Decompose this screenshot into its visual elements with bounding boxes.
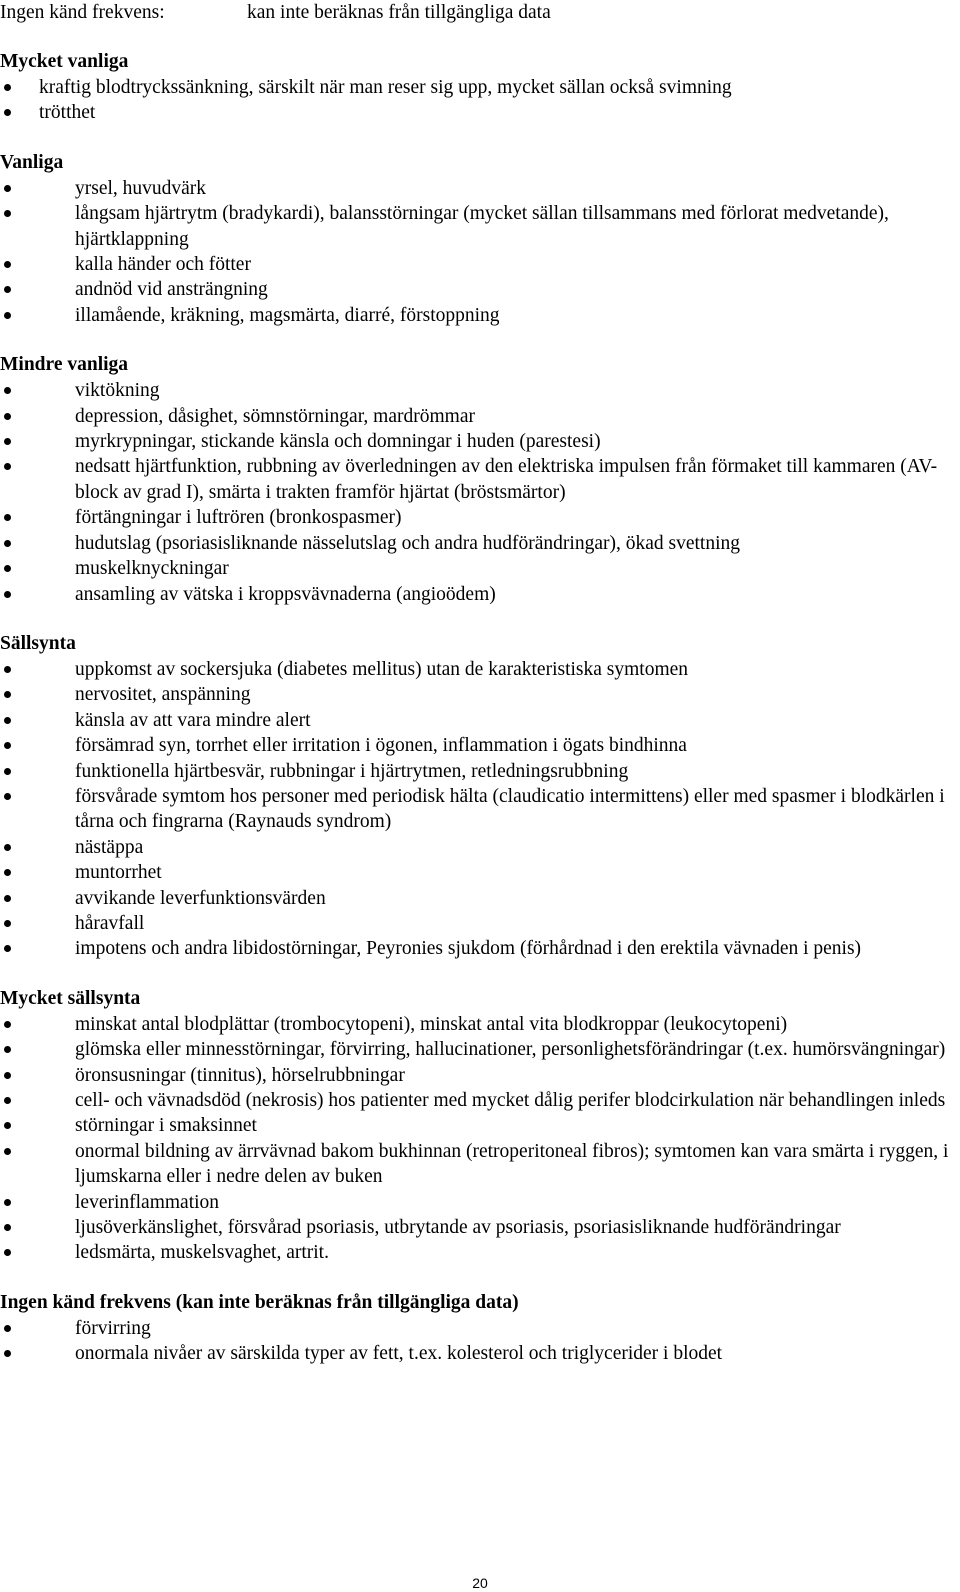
list-item-text: uppkomst av sockersjuka (diabetes mellitus) utan de karakteristiska symtomen — [75, 658, 689, 680]
list-item — [0, 657, 960, 682]
bullet-icon — [4, 1350, 11, 1357]
list-item — [0, 378, 960, 403]
bullet-icon — [4, 1021, 11, 1028]
list-item — [0, 708, 960, 733]
bullet-icon — [4, 1097, 11, 1104]
list-item — [0, 1215, 960, 1240]
list-item-text: viktökning — [75, 380, 160, 402]
frequency-value: kan inte beräknas från tillgängliga data — [247, 2, 551, 23]
list-item-text: muntorrhet — [75, 862, 162, 884]
list-item — [0, 556, 960, 581]
list-item-text: cell- och vävnadsdöd (nekrosis) hos patienter med mycket dålig perifer blodcirkulation när behandlingen inleds — [75, 1090, 946, 1111]
side-effect-list — [0, 176, 960, 328]
list-item — [0, 1037, 960, 1062]
list-item-text: trötthet — [39, 102, 96, 124]
bullet-icon — [4, 312, 11, 319]
list-item-text: försämrad syn, torrhet eller irritation i ögonen, inflammation i ögats bindhinna — [75, 735, 687, 757]
side-effect-list — [0, 378, 960, 607]
list-item — [0, 1139, 960, 1190]
list-item — [0, 682, 960, 707]
list-item-text: yrsel, huvudvärk — [75, 177, 207, 199]
list-item — [0, 100, 960, 125]
bullet-icon — [4, 1072, 11, 1079]
bullet-icon — [4, 895, 11, 902]
list-item-text: andnöd vid ansträngning — [75, 279, 268, 301]
list-item — [0, 759, 960, 784]
frequency-section — [0, 352, 960, 607]
bullet-icon — [4, 945, 11, 952]
bullet-icon — [4, 413, 11, 420]
list-item-text: håravfall — [75, 912, 145, 934]
section-heading: Vanliga — [0, 151, 64, 173]
bullet-icon — [4, 286, 11, 293]
list-item — [0, 860, 960, 885]
bullet-icon — [4, 438, 11, 445]
list-item — [0, 201, 960, 252]
list-item-text: depression, dåsighet, sömnstörningar, mardrömmar — [75, 405, 475, 427]
list-item — [0, 429, 960, 454]
list-item — [0, 886, 960, 911]
frequency-section — [0, 150, 960, 328]
list-item — [0, 1063, 960, 1088]
bullet-icon — [4, 691, 11, 698]
bullet-icon — [4, 387, 11, 394]
bullet-icon — [4, 1325, 11, 1332]
bullet-icon — [4, 565, 11, 572]
section-heading: Ingen känd frekvens (kan inte beräknas från tillgängliga data) — [0, 1291, 519, 1313]
bullet-icon — [4, 1046, 11, 1053]
list-item-text: nedsatt hjärtfunktion, rubbning av överledningen av den elektriska impulsen från förmaket till kammaren (AV-block av grad I), smärta i trakten framför hjärtat (bröstsmärtor) — [75, 456, 938, 503]
bullet-icon — [4, 666, 11, 673]
bullet-icon — [4, 210, 11, 217]
section-heading: Sällsynta — [0, 632, 76, 654]
list-item-text: minskat antal blodplättar (trombocytopeni), minskat antal vita blodkroppar (leukocytopeni) — [75, 1013, 788, 1035]
list-item-text: störningar i smaksinnet — [75, 1115, 257, 1137]
list-item — [0, 582, 960, 607]
list-item — [0, 277, 960, 302]
list-item — [0, 75, 960, 100]
list-item — [0, 404, 960, 429]
frequency-section — [0, 986, 960, 1266]
page-number: 20 — [472, 1575, 488, 1591]
list-item-text: muskelknyckningar — [75, 558, 229, 580]
list-item-text: onormala nivåer av särskilda typer av fett, t.ex. kolesterol och triglycerider i blodet — [75, 1343, 723, 1365]
list-item-text: myrkrypningar, stickande känsla och domningar i huden (parestesi) — [75, 431, 601, 453]
list-item-text: illamående, kräkning, magsmärta, diarré, förstoppning — [75, 304, 500, 326]
list-item — [0, 733, 960, 758]
list-item — [0, 936, 960, 961]
list-item — [0, 1113, 960, 1138]
bullet-icon — [4, 1224, 11, 1231]
list-item-text: långsam hjärtrytm (bradykardi), balansstörningar (mycket sällan tillsammans med förlorat medvetande), hjärtklappning — [75, 203, 889, 250]
list-item-text: känsla av att vara mindre alert — [75, 709, 311, 731]
list-item-text: öronsusningar (tinnitus), hörselrubbningar — [75, 1064, 405, 1086]
list-item — [0, 1012, 960, 1037]
section-heading: Mindre vanliga — [0, 354, 129, 376]
section-heading: Mycket vanliga — [0, 51, 129, 72]
list-item-text: ljusöverkänslighet, försvårad psoriasis, utbrytande av psoriasis, psoriasisliknande hudförändringar — [75, 1217, 841, 1239]
list-item — [0, 176, 960, 201]
list-item-text: funktionella hjärtbesvär, rubbningar i hjärtrytmen, retledningsrubbning — [75, 760, 629, 782]
list-item-text: ledsmärta, muskelsvaghet, artrit. — [75, 1242, 329, 1264]
bullet-icon — [4, 591, 11, 598]
bullet-icon — [4, 920, 11, 927]
list-item — [0, 505, 960, 530]
list-item-text: hudutslag (psoriasisliknande nässelutslag och andra hudförändringar), ökad svettning — [75, 532, 741, 554]
list-item — [0, 303, 960, 328]
list-item — [0, 835, 960, 860]
frequency-section — [0, 1290, 960, 1367]
bullet-icon — [4, 768, 11, 775]
side-effect-list — [0, 75, 960, 126]
list-item — [0, 911, 960, 936]
list-item-text: förvirring — [75, 1317, 151, 1339]
side-effects-list — [0, 49, 960, 1391]
bullet-icon — [4, 742, 11, 749]
list-item-text: nästäppa — [75, 836, 144, 858]
bullet-icon — [4, 1249, 11, 1256]
list-item-text: förtängningar i luftrören (bronkospasmer) — [75, 507, 402, 529]
bullet-icon — [4, 1148, 11, 1155]
list-item-text: impotens och andra libidostörningar, Peyronies sjukdom (förhårdnad i den erektila vävnaden i penis) — [75, 938, 862, 960]
bullet-icon — [4, 869, 11, 876]
list-item-text: kalla händer och fötter — [75, 254, 251, 276]
bullet-icon — [4, 1199, 11, 1206]
frequency-section — [0, 631, 960, 962]
side-effect-list — [0, 1316, 960, 1367]
bullet-icon — [4, 261, 11, 268]
list-item-text: nervositet, anspänning — [75, 684, 251, 706]
list-item-text: glömska eller minnesstörningar, förvirring, hallucinationer, personlighetsförändringar (t.ex. humörsvängningar) — [75, 1039, 946, 1061]
list-item — [0, 784, 960, 835]
bullet-icon — [4, 514, 11, 521]
list-item-text: försvårade symtom hos personer med periodisk hälta (claudicatio intermittens) eller med spasmer i blodkärlen i tårna och fingrarna (Raynauds syndrom) — [75, 785, 945, 833]
list-item — [0, 1240, 960, 1265]
bullet-icon — [4, 109, 11, 116]
list-item-text: ansamling av vätska i kroppsvävnaderna (angioödem) — [75, 583, 496, 605]
list-item — [0, 252, 960, 277]
list-item-text: kraftig blodtryckssänkning, särskilt när man reser sig upp, mycket sällan också svimning — [39, 77, 732, 98]
list-item — [0, 454, 960, 505]
bullet-icon — [4, 1122, 11, 1129]
list-item — [0, 531, 960, 556]
bullet-icon — [4, 793, 11, 800]
bullet-icon — [4, 717, 11, 724]
bullet-icon — [4, 463, 11, 470]
frequency-section — [0, 49, 960, 126]
list-item — [0, 1316, 960, 1341]
list-item — [0, 1341, 960, 1366]
side-effect-list — [0, 657, 960, 962]
list-item-text: avvikande leverfunktionsvärden — [75, 887, 326, 909]
bullet-icon — [4, 84, 11, 91]
list-item — [0, 1088, 960, 1113]
side-effect-list — [0, 1012, 960, 1266]
list-item — [0, 1190, 960, 1215]
list-item-text: onormal bildning av ärrvävnad bakom bukhinnan (retroperitoneal fibros); symtomen kan vara smärta i ryggen, i ljumskarna eller i nedre delen av buken — [75, 1140, 949, 1188]
bullet-icon — [4, 844, 11, 851]
frequency-label: Ingen känd frekvens: — [0, 2, 165, 23]
bullet-icon — [4, 185, 11, 192]
list-item-text: leverinflammation — [75, 1191, 220, 1213]
section-heading: Mycket sällsynta — [0, 987, 141, 1009]
bullet-icon — [4, 540, 11, 547]
